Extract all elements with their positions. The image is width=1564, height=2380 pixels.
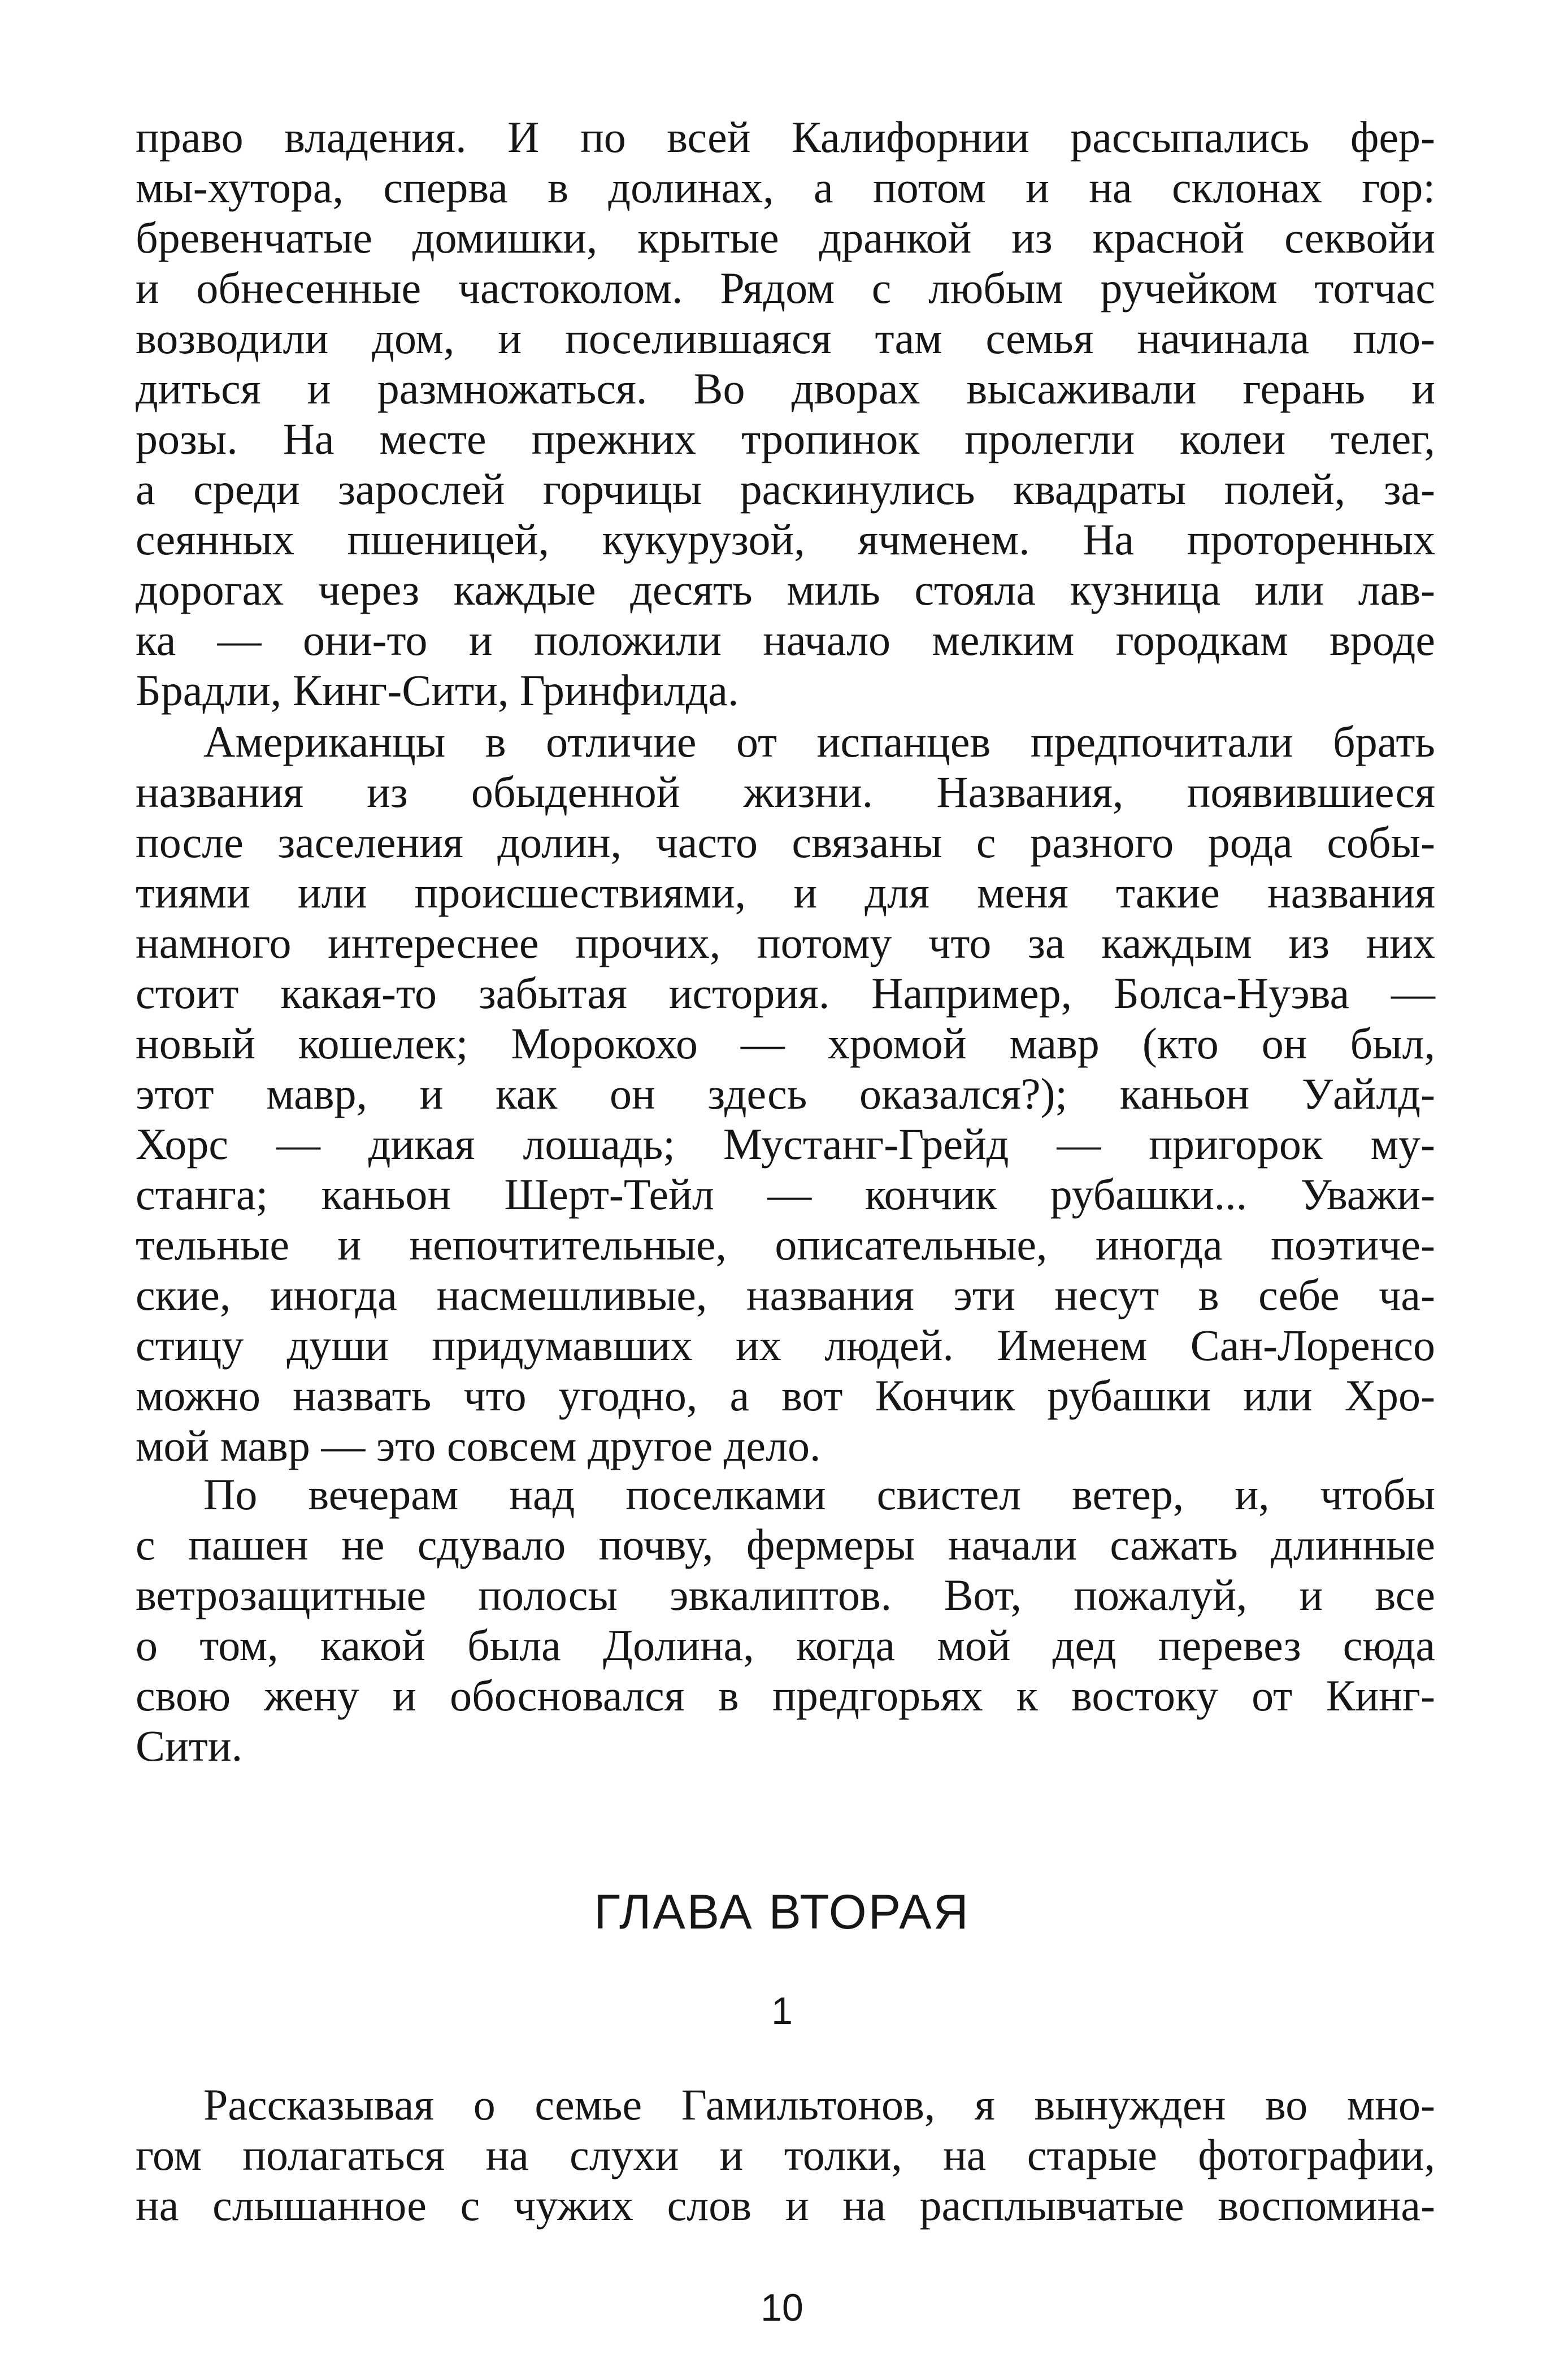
text-line: станга; каньон Шерт-Тейл — кончик рубашки... Уважи-	[136, 1170, 1435, 1219]
text-line: ка — они-то и положили начало мелким городкам вроде	[136, 615, 1435, 665]
text-line: ские, иногда насмешливые, названия эти несут в себе ча-	[136, 1270, 1435, 1319]
text-line: намного интереснее прочих, потому что за каждым из них	[136, 918, 1435, 967]
paragraph-1	[136, 112, 1435, 715]
text-line: новый кошелек; Морокохо — хромой мавр (кто он был,	[136, 1019, 1435, 1068]
text-line: розы. На месте прежних тропинок пролегли колеи телег,	[136, 414, 1435, 463]
text-line: Сити.	[136, 1721, 243, 1770]
text-line: и обнесенные частоколом. Рядом с любым ручейком тотчас	[136, 263, 1435, 312]
page-number: 10	[761, 2286, 803, 2329]
paragraph-3	[136, 1469, 1435, 1771]
text-line: тиями или происшествиями, и для меня такие названия	[136, 868, 1435, 917]
text-line: По вечерам над поселками свистел ветер, и, чтобы	[203, 1470, 1435, 1519]
text-line: диться и размножаться. Во дворах высаживали герань и	[136, 364, 1435, 413]
text-line: право владения. И по всей Калифорнии рассыпались фер-	[136, 112, 1435, 162]
text-line: свою жену и обосновался в предгорьях к востоку от Кинг-	[136, 1671, 1435, 1720]
text-line: тельные и непочтительные, описательные, иногда поэтиче-	[136, 1220, 1435, 1269]
text-line: стоит какая-то забытая история. Например, Болса-Нуэва —	[136, 968, 1435, 1018]
text-line: ветрозащитные полосы эвкалиптов. Вот, пожалуй, и все	[136, 1570, 1435, 1619]
paragraph-2	[136, 716, 1435, 1471]
text-line: дорогах через каждые десять миль стояла кузница или лав-	[136, 565, 1435, 614]
text-line: можно назвать что угодно, а вот Кончик рубашки или Хро-	[136, 1371, 1435, 1420]
section-number: 1	[771, 1990, 793, 2032]
text-line: этот мавр, и как он здесь оказался?); каньон Уайлд-	[136, 1069, 1435, 1118]
text-line: Американцы в отличие от испанцев предпочитали брать	[203, 717, 1435, 766]
text-line: гом полагаться на слухи и толки, на старые фотографии,	[136, 2130, 1435, 2179]
text-line: сеянных пшеницей, кукурузой, ячменем. На проторенных	[136, 515, 1435, 564]
text-line: о том, какой была Долина, когда мой дед перевез сюда	[136, 1621, 1435, 1670]
text-line: после заселения долин, часто связаны с разного рода собы-	[136, 818, 1435, 867]
chapter-title: ГЛАВА ВТОРАЯ	[594, 1885, 970, 1939]
text-line: названия из обыденной жизни. Названия, появившиеся	[136, 767, 1435, 817]
text-line: Хорс — дикая лошадь; Мустанг-Грейд — пригорок му-	[136, 1119, 1435, 1169]
text-line: с пашен не сдувало почву, фермеры начали сажать длинные	[136, 1520, 1435, 1569]
text-line: Брадли, Кинг-Сити, Гринфилда.	[136, 666, 739, 715]
paragraph-4	[136, 2079, 1435, 2230]
text-line: Рассказывая о семье Гамильтонов, я вынужден во мно-	[203, 2080, 1435, 2129]
text-line: возводили дом, и поселившаяся там семья начинала пло-	[136, 314, 1435, 363]
text-line: стицу души придумавших их людей. Именем Сан-Лоренсо	[136, 1321, 1435, 1370]
text-line: мой мавр — это совсем другое дело.	[136, 1421, 821, 1470]
text-line: мы-хутора, сперва в долинах, а потом и на склонах гор:	[136, 163, 1435, 212]
text-line: на слышанное с чужих слов и на расплывчатые воспомина-	[136, 2181, 1435, 2230]
text-line: бревенчатые домишки, крытые дранкой из красной секвойи	[136, 213, 1435, 262]
text-line: а среди зарослей горчицы раскинулись квадраты полей, за-	[136, 464, 1435, 514]
